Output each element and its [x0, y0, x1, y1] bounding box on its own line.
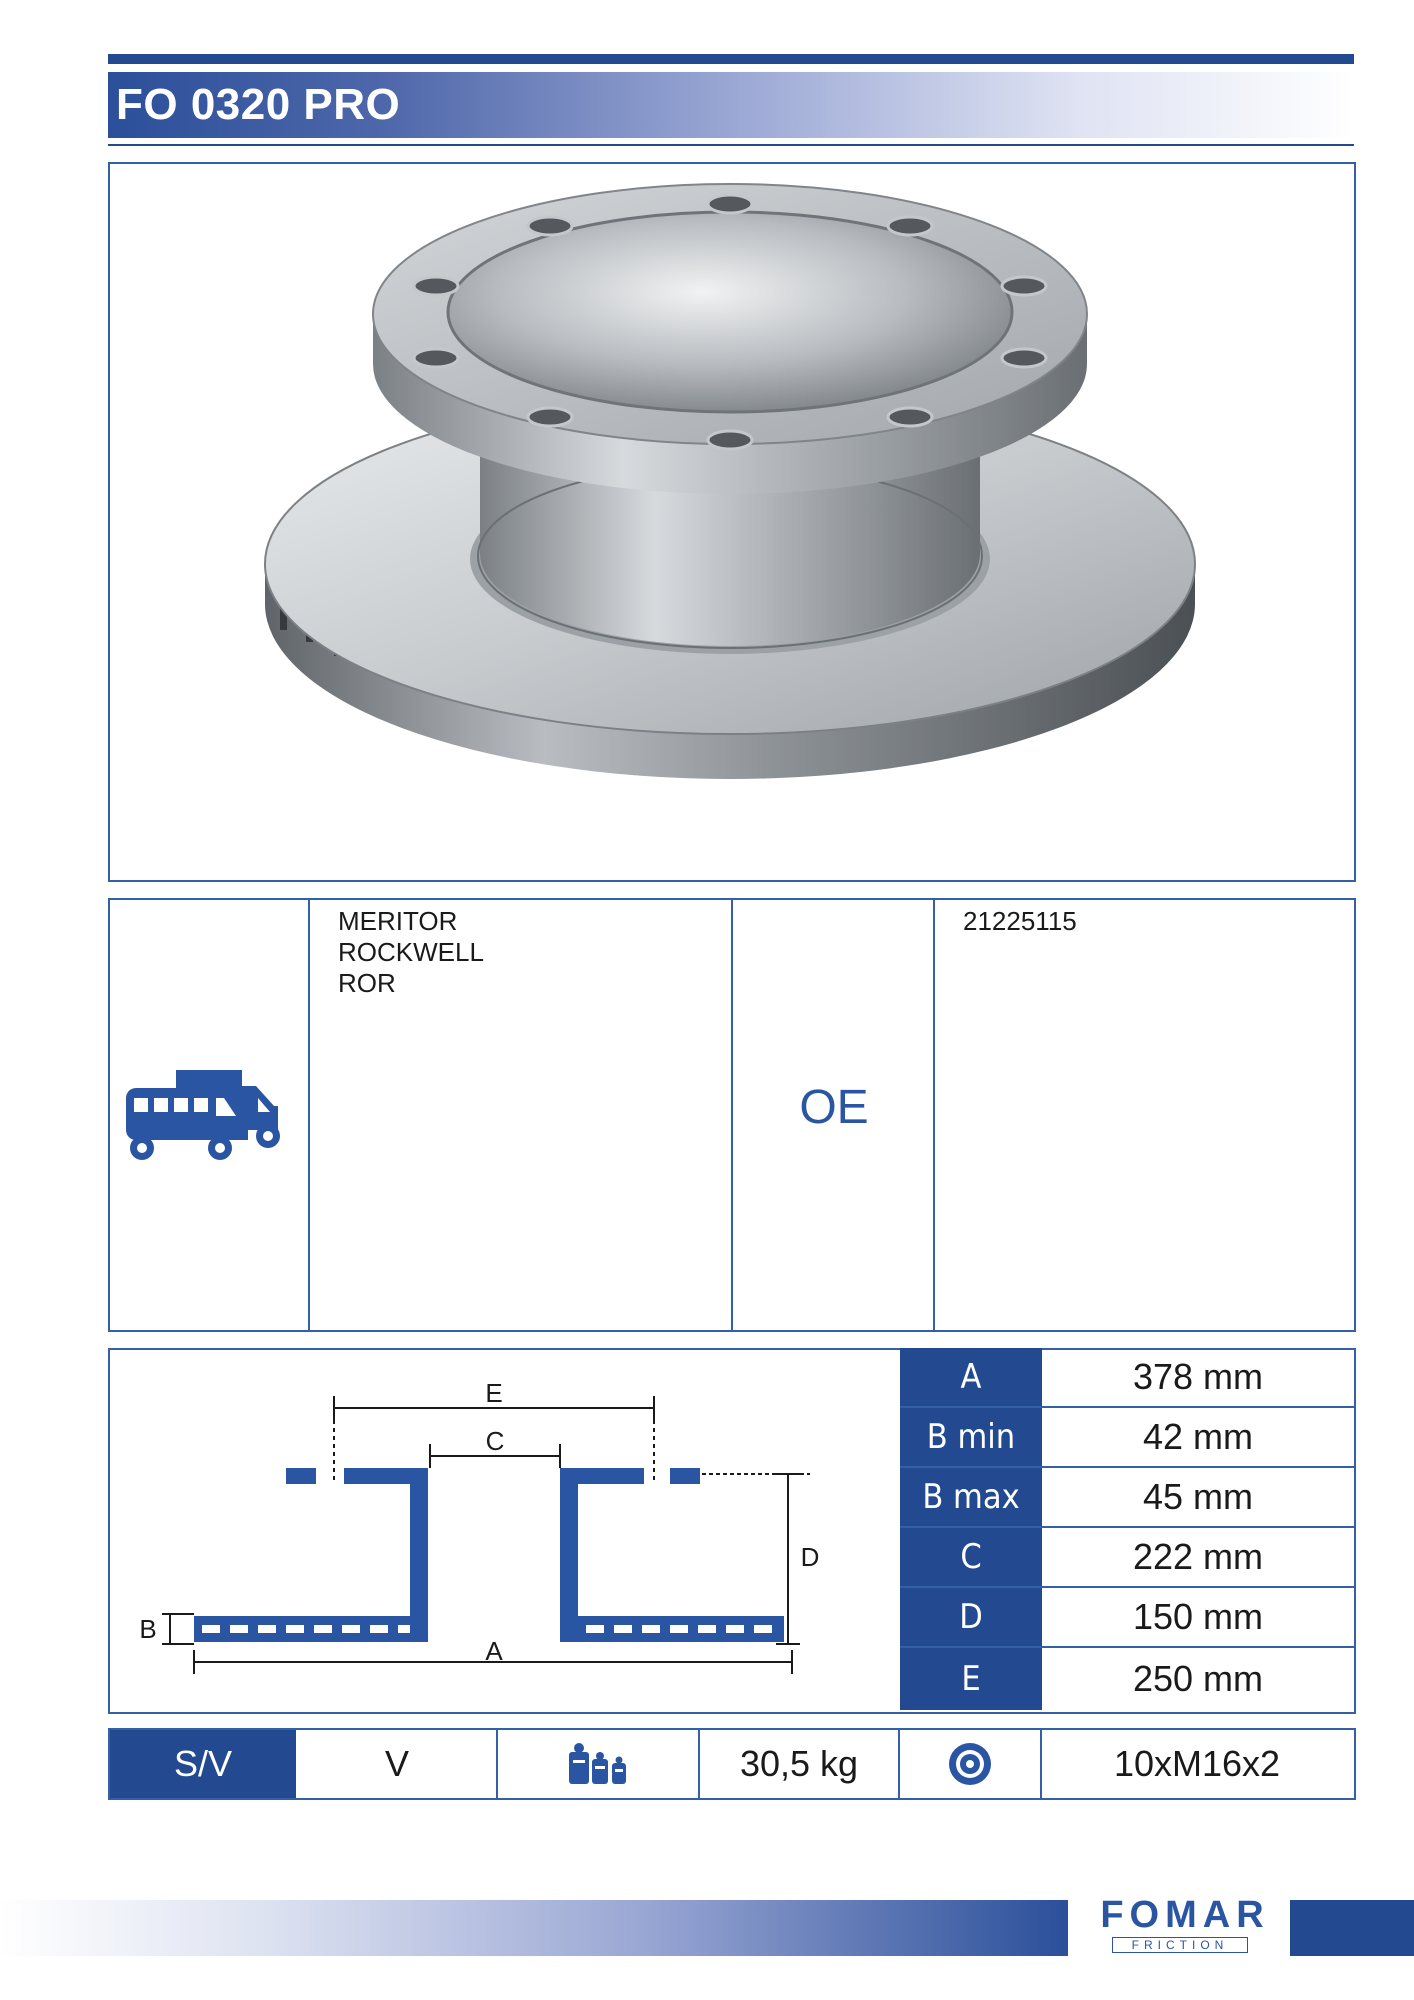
dim-row: [900, 1528, 1354, 1588]
oe-number: 21225115: [963, 906, 1077, 936]
bus-truck-icon: [124, 1068, 294, 1162]
make-item: ROCKWELL: [338, 937, 484, 967]
title-rule: [108, 144, 1354, 146]
brand-subtitle: FRICTION: [1112, 1937, 1248, 1953]
bolt-icon-cell: [900, 1730, 1040, 1798]
label-e: E: [485, 1378, 503, 1408]
product-photo-frame: [108, 162, 1356, 882]
dim-row: [900, 1408, 1354, 1468]
dim-value: 378 mm: [1132, 1356, 1264, 1397]
wheel-hub-icon: [947, 1741, 993, 1787]
dim-value: 250 mm: [1132, 1658, 1264, 1699]
footer-band-right: [1290, 1900, 1414, 1956]
dim-key: B max: [900, 1468, 1042, 1526]
make-item: MERITOR: [338, 906, 458, 936]
dim-row: [900, 1648, 1354, 1710]
dimensions-table: [900, 1348, 1354, 1712]
vehicle-makes: [338, 906, 484, 999]
type-label: S/V: [110, 1730, 296, 1798]
cross-section-drawing: [130, 1370, 870, 1700]
app-divider-1: [308, 898, 310, 1332]
dim-value: 222 mm: [1132, 1536, 1264, 1577]
label-b: B: [139, 1614, 157, 1644]
weights-icon: [566, 1742, 630, 1786]
dim-key: D: [900, 1588, 1042, 1646]
type-value: V: [384, 1743, 409, 1784]
dim-key: E: [900, 1648, 1042, 1710]
label-d: D: [800, 1542, 820, 1572]
dim-key: C: [900, 1528, 1042, 1586]
dim-value: 42 mm: [1142, 1416, 1254, 1457]
dim-key: B min: [900, 1408, 1042, 1466]
weight-value: 30,5 kg: [739, 1743, 859, 1784]
dim-value: 150 mm: [1132, 1596, 1264, 1637]
label-a: A: [485, 1636, 503, 1666]
bolt-pattern: 10xM16x2: [1113, 1743, 1281, 1784]
dim-row: [900, 1588, 1354, 1648]
header-top-bar: [108, 54, 1354, 64]
make-item: ROR: [338, 968, 396, 998]
weight-icon-cell: [498, 1730, 698, 1798]
brand-logo: FOMAR: [1100, 1894, 1270, 1936]
label-c: C: [485, 1426, 505, 1456]
dim-value: 45 mm: [1142, 1476, 1254, 1517]
footer-band: [0, 1900, 1068, 1956]
spec-strip: [108, 1728, 1356, 1800]
oe-label: OE: [799, 1081, 869, 1134]
page-title: FO 0320 PRO: [116, 80, 401, 129]
dim-row: [900, 1468, 1354, 1528]
brake-disc-photo: [110, 164, 1354, 880]
dim-row: [900, 1348, 1354, 1408]
dim-key: A: [900, 1348, 1042, 1406]
